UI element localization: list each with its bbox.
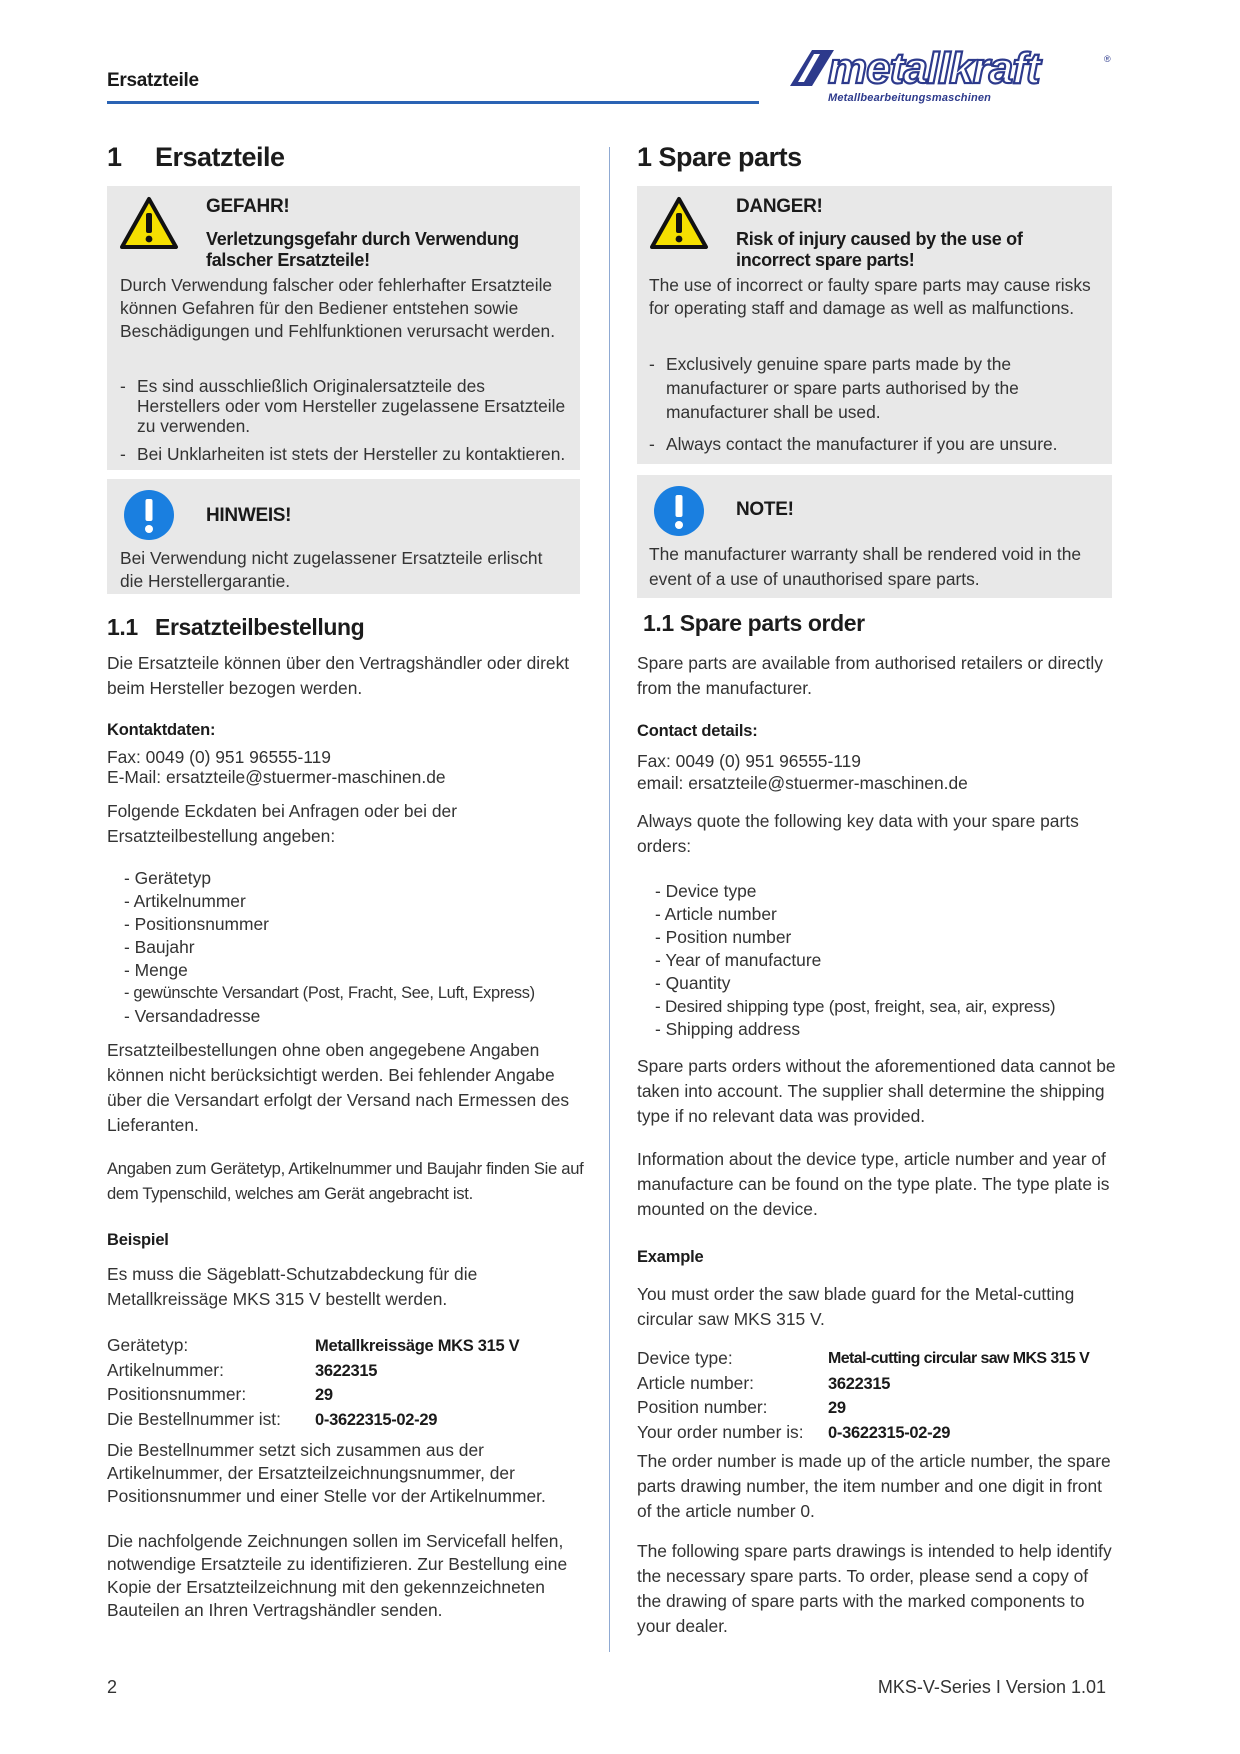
- de-p-drawings: Die nachfolgende Zeichnungen sollen im Servicefall helfen, notwendige Ersatzteile zu identifizieren. Zur Bestellung eine Kopie der Ersatzteilzeichnung mit den gekennzeichneten Bauteilen an Ihren Vertragshändler senden.: [107, 1531, 568, 1620]
- list-item: - gewünschte Versandart (Post, Fracht, See, Luft, Express): [124, 982, 594, 1005]
- de-note-title: HINWEIS!: [206, 505, 292, 526]
- de-order-example: [107, 1333, 587, 1431]
- en-order-example: [637, 1346, 1117, 1444]
- kv-row: Your order number is: 0-3622315-02-29: [637, 1421, 951, 1442]
- list-item: - Menge: [124, 959, 594, 982]
- warning-triangle-icon: [119, 196, 179, 250]
- list-item: - Positionsnummer: [124, 913, 594, 936]
- de-p-typeplate: Angaben zum Gerätetyp, Artikelnummer und Baujahr finden Sie auf dem Typenschild, welches am Gerät angebracht ist.: [107, 1159, 584, 1203]
- en-danger-subtitle: Risk of injury caused by the use of incorrect spare parts!: [736, 229, 1023, 270]
- kv-row: Position number: 29: [637, 1397, 846, 1417]
- en-danger-list: [649, 352, 1104, 464]
- warning-triangle-icon: [649, 196, 709, 250]
- de-danger-box: [107, 186, 580, 470]
- en-intro: Spare parts are available from authorised retailers or directly from the manufacturer.: [637, 653, 1103, 698]
- en-contact-head: Contact details:: [637, 722, 758, 740]
- kv-row: Article number: 3622315: [637, 1372, 891, 1393]
- en-p-drawings: The following spare parts drawings is intended to help identify the necessary spare parts. To order, please send a copy of the drawing of spare parts with the marked components to your dealer.: [637, 1541, 1112, 1636]
- de-example-head: Beispiel: [107, 1231, 169, 1249]
- en-key-list: [655, 880, 1125, 1041]
- en-key-intro: Always quote the following key data with your spare parts orders:: [637, 811, 1079, 856]
- de-heading: Ersatzteile: [155, 142, 285, 172]
- info-exclamation-icon: [123, 489, 175, 541]
- en-heading: 1 Spare parts: [637, 142, 802, 172]
- list-item: - Desired shipping type (post, freight, sea, air, express): [655, 995, 1125, 1018]
- en-example-text: You must order the saw blade guard for the Metal-cutting circular saw MKS 315 V.: [637, 1284, 1075, 1329]
- en-danger-item: - Always contact the manufacturer if you are unsure.: [649, 432, 1104, 456]
- list-item: - Gerätetyp: [124, 867, 594, 890]
- en-fax: Fax: 0049 (0) 951 96555-119: [637, 751, 861, 771]
- de-p-ordernum: Die Bestellnummer setzt sich zusammen aus der Artikelnummer, der Ersatzteilzeichnungsnummer, der Positionsnummer und einer Stelle vor der Artikelnummer.: [107, 1440, 546, 1506]
- de-intro: Die Ersatzteile können über den Vertragshändler oder direkt beim Hersteller bezogen werden.: [107, 653, 570, 698]
- logo-word: metallkraft: [828, 44, 1040, 93]
- en-danger-box: [637, 186, 1112, 464]
- de-heading-number: 1: [107, 142, 122, 172]
- list-item: - Device type: [655, 880, 1125, 903]
- list-item: - Baujahr: [124, 936, 594, 959]
- en-danger-title: DANGER!: [736, 196, 823, 217]
- de-note-box: [107, 479, 580, 594]
- metallkraft-logo: [788, 46, 1114, 106]
- en-p-ordernum: The order number is made up of the article number, the spare parts drawing number, the item number and one digit in front of the article number 0.: [637, 1451, 1111, 1521]
- header-rule: [107, 101, 759, 104]
- de-danger-text: Durch Verwendung falscher oder fehlerhafter Ersatzteile können Gefahren für den Bediener entstehen sowie Beschädigungen und Fehlfunktionen verursacht werden.: [120, 275, 556, 341]
- de-danger-item: - Es sind ausschließlich Originalersatzteile des Herstellers oder vom Hersteller zugelassene Ersatzteile zu verwenden.: [120, 376, 570, 436]
- de-email: E-Mail: ersatzteile@stuermer-maschinen.de: [107, 767, 446, 787]
- de-key-list: [124, 867, 594, 1028]
- running-header: Ersatzteile: [107, 70, 199, 91]
- de-example-text: Es muss die Sägeblatt-Schutzabdeckung für die Metallkreissäge MKS 315 V bestellt werden.: [107, 1264, 478, 1309]
- de-danger-list: [120, 376, 570, 472]
- list-item: - Year of manufacture: [655, 949, 1125, 972]
- kv-row: Gerätetyp: Metallkreissäge MKS 315 V: [107, 1335, 520, 1355]
- en-danger-item: - Exclusively genuine spare parts made by the manufacturer or spare parts authorised by the manufacturer shall be used.: [649, 352, 1104, 424]
- kv-row: Die Bestellnummer ist: 0-3622315-02-29: [107, 1408, 438, 1429]
- list-item: - Artikelnummer: [124, 890, 594, 913]
- list-item: - Versandadresse: [124, 1005, 594, 1028]
- kv-row: Device type: Metal-cutting circular saw MKS 315 V: [637, 1348, 1090, 1368]
- kv-row: Artikelnummer: 3622315: [107, 1359, 378, 1380]
- de-subheading: Ersatzteilbestellung: [155, 614, 365, 640]
- de-p-orders: Ersatzteilbestellungen ohne oben angegebene Angaben können nicht berücksichtigt werden. Bei fehlender Angabe über die Versandart erfolgt der Versand nach Ermessen des Lieferanten.: [107, 1040, 570, 1135]
- column-divider: [609, 147, 610, 1652]
- list-item: - Position number: [655, 926, 1125, 949]
- logo-registered: ®: [1104, 54, 1111, 64]
- de-subheading-number: 1.1: [107, 614, 138, 640]
- kv-row: Positionsnummer: 29: [107, 1384, 333, 1404]
- list-item: - Shipping address: [655, 1018, 1125, 1041]
- en-danger-text: The use of incorrect or faulty spare parts may cause risks for operating staff and damage as well as malfunctions.: [649, 275, 1091, 318]
- en-p-orders: Spare parts orders without the aforementioned data cannot be taken into account. The supplier shall determine the shipping type if no relevant data was provided.: [637, 1056, 1116, 1126]
- de-fax: Fax: 0049 (0) 951 96555-119: [107, 747, 331, 767]
- de-danger-title: GEFAHR!: [206, 196, 290, 217]
- en-note-text: The manufacturer warranty shall be rendered void in the event of a use of unauthorised spare parts.: [649, 544, 1082, 589]
- de-danger-item: - Bei Unklarheiten ist stets der Hersteller zu kontaktieren.: [120, 444, 570, 464]
- en-p-typeplate: Information about the device type, article number and year of manufacture can be found on the type plate. The type plate is mounted on the device.: [637, 1149, 1110, 1219]
- de-key-intro: Folgende Eckdaten bei Anfragen oder bei der Ersatzteilbestellung angeben:: [107, 801, 457, 846]
- en-example-head: Example: [637, 1248, 704, 1266]
- de-danger-subtitle: Verletzungsgefahr durch Verwendung falscher Ersatzteile!: [206, 229, 519, 270]
- en-note-title: NOTE!: [736, 499, 794, 520]
- list-item: - Article number: [655, 903, 1125, 926]
- de-contact-head: Kontaktdaten:: [107, 721, 216, 739]
- list-item: - Quantity: [655, 972, 1125, 995]
- version-label: MKS-V-Series I Version 1.01: [877, 1677, 1106, 1697]
- page-number: 2: [107, 1677, 118, 1697]
- en-note-box: [637, 475, 1112, 598]
- de-note-text: Bei Verwendung nicht zugelassener Ersatzteile erlischt die Herstellergarantie.: [120, 548, 543, 591]
- info-exclamation-icon: [653, 485, 705, 537]
- logo-subtitle: Metallbearbeitungsmaschinen: [828, 92, 992, 104]
- en-subheading: 1.1 Spare parts order: [643, 610, 865, 636]
- en-email: email: ersatzteile@stuermer-maschinen.de: [637, 773, 968, 793]
